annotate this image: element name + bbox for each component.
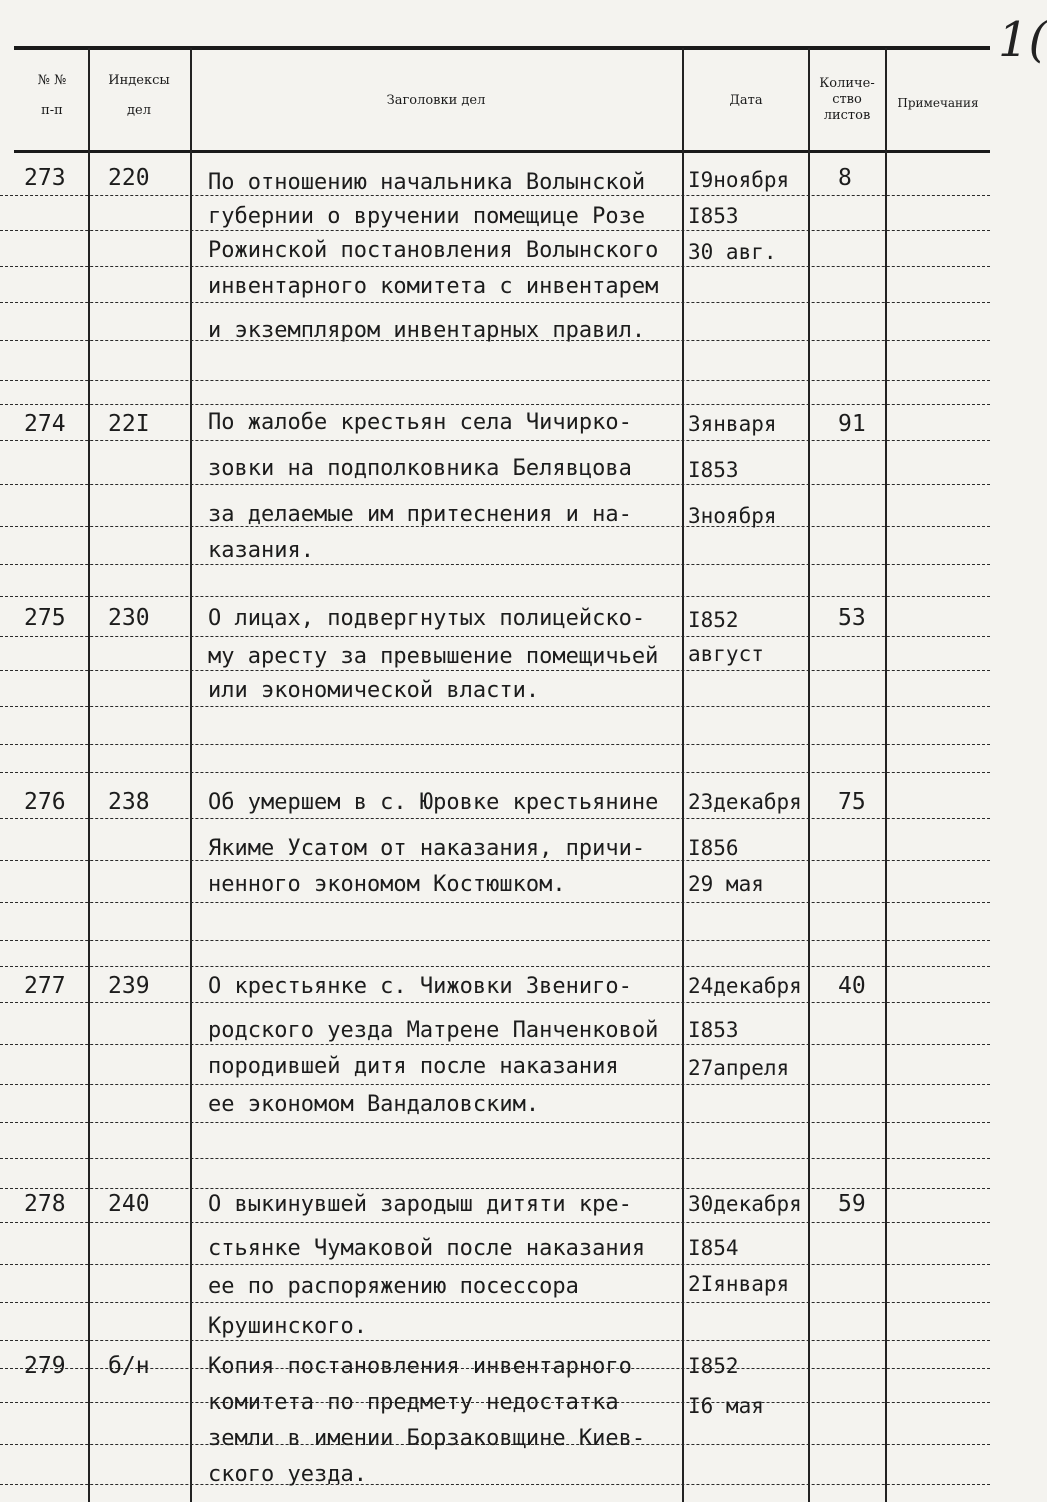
record-date: 23декабря: [688, 790, 802, 814]
record-title-line: зовки на подполковника Белявцова: [208, 456, 632, 481]
record-number: 273: [24, 165, 66, 191]
header-count-line3: листов: [823, 108, 871, 123]
record-index: 220: [108, 165, 150, 191]
ruled-line: [0, 966, 990, 967]
ruled-line: [0, 596, 990, 597]
record-sheet-count: 59: [838, 1191, 866, 1217]
record-title-line: губернии о вручении помещице Розе: [208, 204, 646, 229]
header-count-line1: Количе-: [819, 76, 875, 91]
ruled-line: [0, 302, 990, 303]
ruled-line: [0, 404, 990, 405]
record-date: I853: [688, 1018, 739, 1042]
record-date: август: [688, 642, 764, 666]
header-rule-top: [14, 46, 990, 50]
header-date: [684, 92, 808, 110]
header-count-line2: ство: [832, 92, 862, 107]
ruled-line: [0, 266, 990, 267]
record-title-line: породившей дитя после наказания: [208, 1054, 619, 1079]
page-number: 1(: [998, 12, 1047, 68]
record-date: I853: [688, 204, 739, 228]
record-title-line: му аресту за превышение помещичьей: [208, 644, 659, 669]
header-title: [190, 92, 682, 110]
record-title-line: Крушинского.: [208, 1314, 367, 1339]
record-number: 278: [24, 1191, 66, 1217]
record-title-line: казания.: [208, 538, 314, 563]
record-index: б/н: [108, 1353, 150, 1379]
record-title-line: или экономической власти.: [208, 678, 540, 703]
record-number: 279: [24, 1353, 66, 1379]
record-date: 3ноября: [688, 504, 777, 528]
header-rule-bottom: [14, 150, 990, 153]
record-date: I852: [688, 608, 739, 632]
record-sheet-count: 91: [838, 411, 866, 437]
record-date: I853: [688, 458, 739, 482]
record-title-line: за делаемые им притеснения и на-: [208, 502, 632, 527]
record-title-line: Рожинской постановления Волынского: [208, 238, 659, 263]
record-title-line: комитета по предмету недостатка: [208, 1390, 619, 1415]
record-title-line: и экземпляром инвентарных правил.: [208, 318, 646, 343]
record-index: 230: [108, 605, 150, 631]
ruled-line: [0, 818, 990, 819]
ruled-line: [0, 1484, 990, 1485]
record-sheet-count: 75: [838, 789, 866, 815]
record-title-line: О лицах, подвергнутых полицейско-: [208, 606, 646, 631]
ruled-line: [0, 1122, 990, 1123]
ruled-line: [0, 1044, 990, 1045]
record-date: 29 мая: [688, 872, 764, 896]
record-title-line: ского уезда.: [208, 1462, 367, 1487]
header-num-line2: п-п: [41, 103, 63, 118]
record-index: 240: [108, 1191, 150, 1217]
record-date: 30декабря: [688, 1192, 802, 1216]
header-date-text: Дата: [729, 93, 763, 108]
ruled-line: [0, 1302, 990, 1303]
record-date: I6 мая: [688, 1394, 764, 1418]
ruled-line: [0, 1158, 990, 1159]
record-date: I856: [688, 836, 739, 860]
record-index: 22I: [108, 411, 150, 437]
ruled-line: [0, 706, 990, 707]
ruled-line: [0, 670, 990, 671]
record-title-line: ненного экономом Костюшком.: [208, 872, 566, 897]
record-sheet-count: 40: [838, 973, 866, 999]
record-title-line: Об умершем в с. Юровке крестьянине: [208, 790, 659, 815]
record-title-line: О выкинувшей зародыш дитяти кре-: [208, 1192, 632, 1217]
record-date: I9ноября: [688, 168, 790, 192]
ruled-line: [0, 484, 990, 485]
header-num: [18, 72, 86, 120]
record-date: 3января: [688, 412, 777, 436]
record-date: 2Iянваря: [688, 1272, 790, 1296]
record-date: 24декабря: [688, 974, 802, 998]
ruled-line: [0, 230, 990, 231]
header-index-line1: Индексы: [108, 73, 170, 88]
record-number: 277: [24, 973, 66, 999]
ruled-line: [0, 744, 990, 745]
record-title-line: инвентарного комитета с инвентарем: [208, 274, 659, 299]
record-title-line: ее экономом Вандаловским.: [208, 1092, 540, 1117]
record-title-line: ее по распоряжению посессора: [208, 1274, 579, 1299]
record-date: 30 авг.: [688, 240, 777, 264]
record-sheet-count: 8: [838, 165, 852, 191]
header-title-text: Заголовки дел: [386, 93, 486, 108]
ruled-line: [0, 1264, 990, 1265]
ruled-line: [0, 1002, 990, 1003]
header-notes: [886, 94, 990, 112]
record-date: I852: [688, 1354, 739, 1378]
record-date: 27апреля: [688, 1056, 790, 1080]
record-number: 274: [24, 411, 66, 437]
record-title-line: Якиме Усатом от наказания, причи-: [208, 836, 646, 861]
ruled-line: [0, 636, 990, 637]
ruled-line: [0, 1084, 990, 1085]
header-index: [90, 72, 188, 120]
header-num-line1: № №: [37, 73, 67, 88]
record-title-line: По отношению начальника Волынской: [208, 170, 646, 195]
record-index: 238: [108, 789, 150, 815]
ruled-line: [0, 902, 990, 903]
header-index-line2: дел: [127, 103, 151, 118]
ruled-line: [0, 1340, 990, 1341]
ruled-line: [0, 564, 990, 565]
record-title-line: родского уезда Матрене Панченковой: [208, 1018, 659, 1043]
record-title-line: Копия постановления инвентарного: [208, 1354, 632, 1379]
record-title-line: По жалобе крестьян села Чичирко-: [208, 410, 632, 435]
record-number: 275: [24, 605, 66, 631]
record-number: 276: [24, 789, 66, 815]
ruled-line: [0, 1188, 990, 1189]
record-date: I854: [688, 1236, 739, 1260]
ruled-line: [0, 772, 990, 773]
record-title-line: О крестьянке с. Чижовки Звениго-: [208, 974, 632, 999]
ruled-line: [0, 940, 990, 941]
header-notes-text: Примечания: [897, 96, 979, 110]
ruled-line: [0, 440, 990, 441]
record-title-line: стьянке Чумаковой после наказания: [208, 1236, 646, 1261]
record-title-line: земли в имении Борзаковщине Киев-: [208, 1426, 646, 1451]
header-count: [808, 76, 886, 124]
record-index: 239: [108, 973, 150, 999]
ruled-line: [0, 1222, 990, 1223]
ruled-line: [0, 380, 990, 381]
record-sheet-count: 53: [838, 605, 866, 631]
